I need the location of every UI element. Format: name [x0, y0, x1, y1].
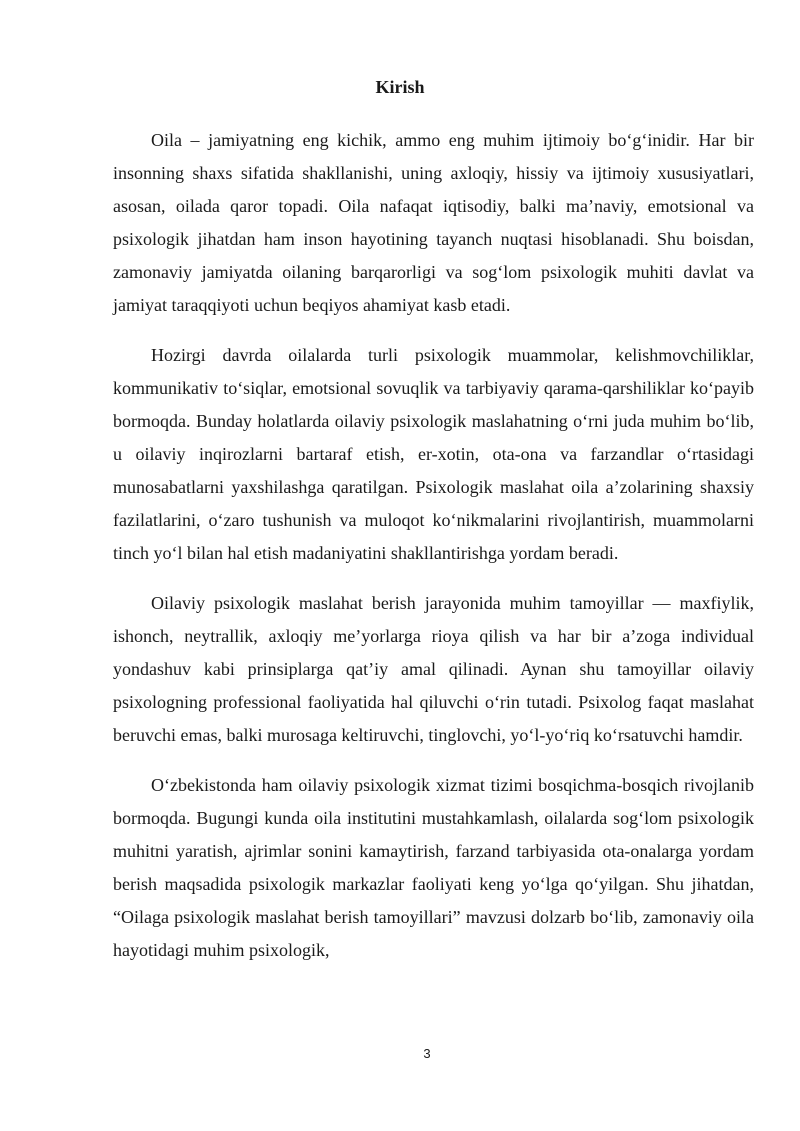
paragraph-4: O‘zbekistonda ham oilaviy psixologik xizmat tizimi bosqichma-bosqich rivojlanib bormoqda. Bugungi kunda oila institutini mustahkamlash, oilalarda sog‘lom psixologik muhitni yaratish, ajrimlar sonini kamaytirish, farzand tarbiyasida ota-onalarga yordam berish maqsadida psixologik markazlar faoliyati keng yo‘lga qo‘yilgan. Shu jihatdan, “Oilaga psixologik maslahat berish tamoyillari” mavzusi dolzarb bo‘lib, zamonaviy oila hayotidagi muhim psixologik, [113, 775, 754, 960]
section-title: Kirish [375, 77, 425, 97]
page-number: 3 [423, 1046, 431, 1061]
paragraph-1: Oila – jamiyatning eng kichik, ammo eng muhim ijtimoiy bo‘g‘inidir. Har bir insonning shaxs sifatida shakllanishi, uning axloqiy, hissiy va ijtimoiy xususiyatlari, asosan, oilada qaror topadi. Oila nafaqat iqtisodiy, balki ma’naviy, emotsional va psixologik jihatdan ham inson hayotining tayanch nuqtasi hisoblanadi. Shu boisdan, zamonaviy jamiyatda oilaning barqarorligi va sog‘lom psixologik muhiti davlat va jamiyat taraqqiyoti uchun beqiyos ahamiyat kasb etadi. [113, 130, 754, 315]
body-text [113, 124, 754, 984]
paragraph-3: Oilaviy psixologik maslahat berish jarayonida muhim tamoyillar — maxfiylik, ishonch, neytrallik, axloqiy me’yorlarga rioya qilish va har bir a’zoga individual yondashuv kabi prinsiplarga qat’iy amal qilinadi. Aynan shu tamoyillar oilaviy psixologning professional faoliyatida hal qiluvchi o‘rin tutadi. Psixolog faqat maslahat beruvchi emas, balki murosaga keltiruvchi, tinglovchi, yo‘l-yo‘riq ko‘rsatuvchi hamdir. [113, 593, 754, 745]
paragraph-2: Hozirgi davrda oilalarda turli psixologik muammolar, kelishmovchiliklar, kommunikativ to‘siqlar, emotsional sovuqlik va tarbiyaviy qarama-qarshiliklar ko‘payib bormoqda. Bunday holatlarda oilaviy psixologik maslahatning o‘rni juda muhim bo‘lib, u oilaviy inqirozlarni bartaraf etish, er-xotin, ota-ona va farzandlar o‘rtasidagi munosabatlarni yaxshilashga qaratilgan. Psixologik maslahat oila a’zolarining shaxsiy fazilatlarini, o‘zaro tushunish va muloqot ko‘nikmalarini rivojlantirish, muammolarni tinch yo‘l bilan hal etish madaniyatini shakllantirishga yordam beradi. [113, 345, 754, 563]
